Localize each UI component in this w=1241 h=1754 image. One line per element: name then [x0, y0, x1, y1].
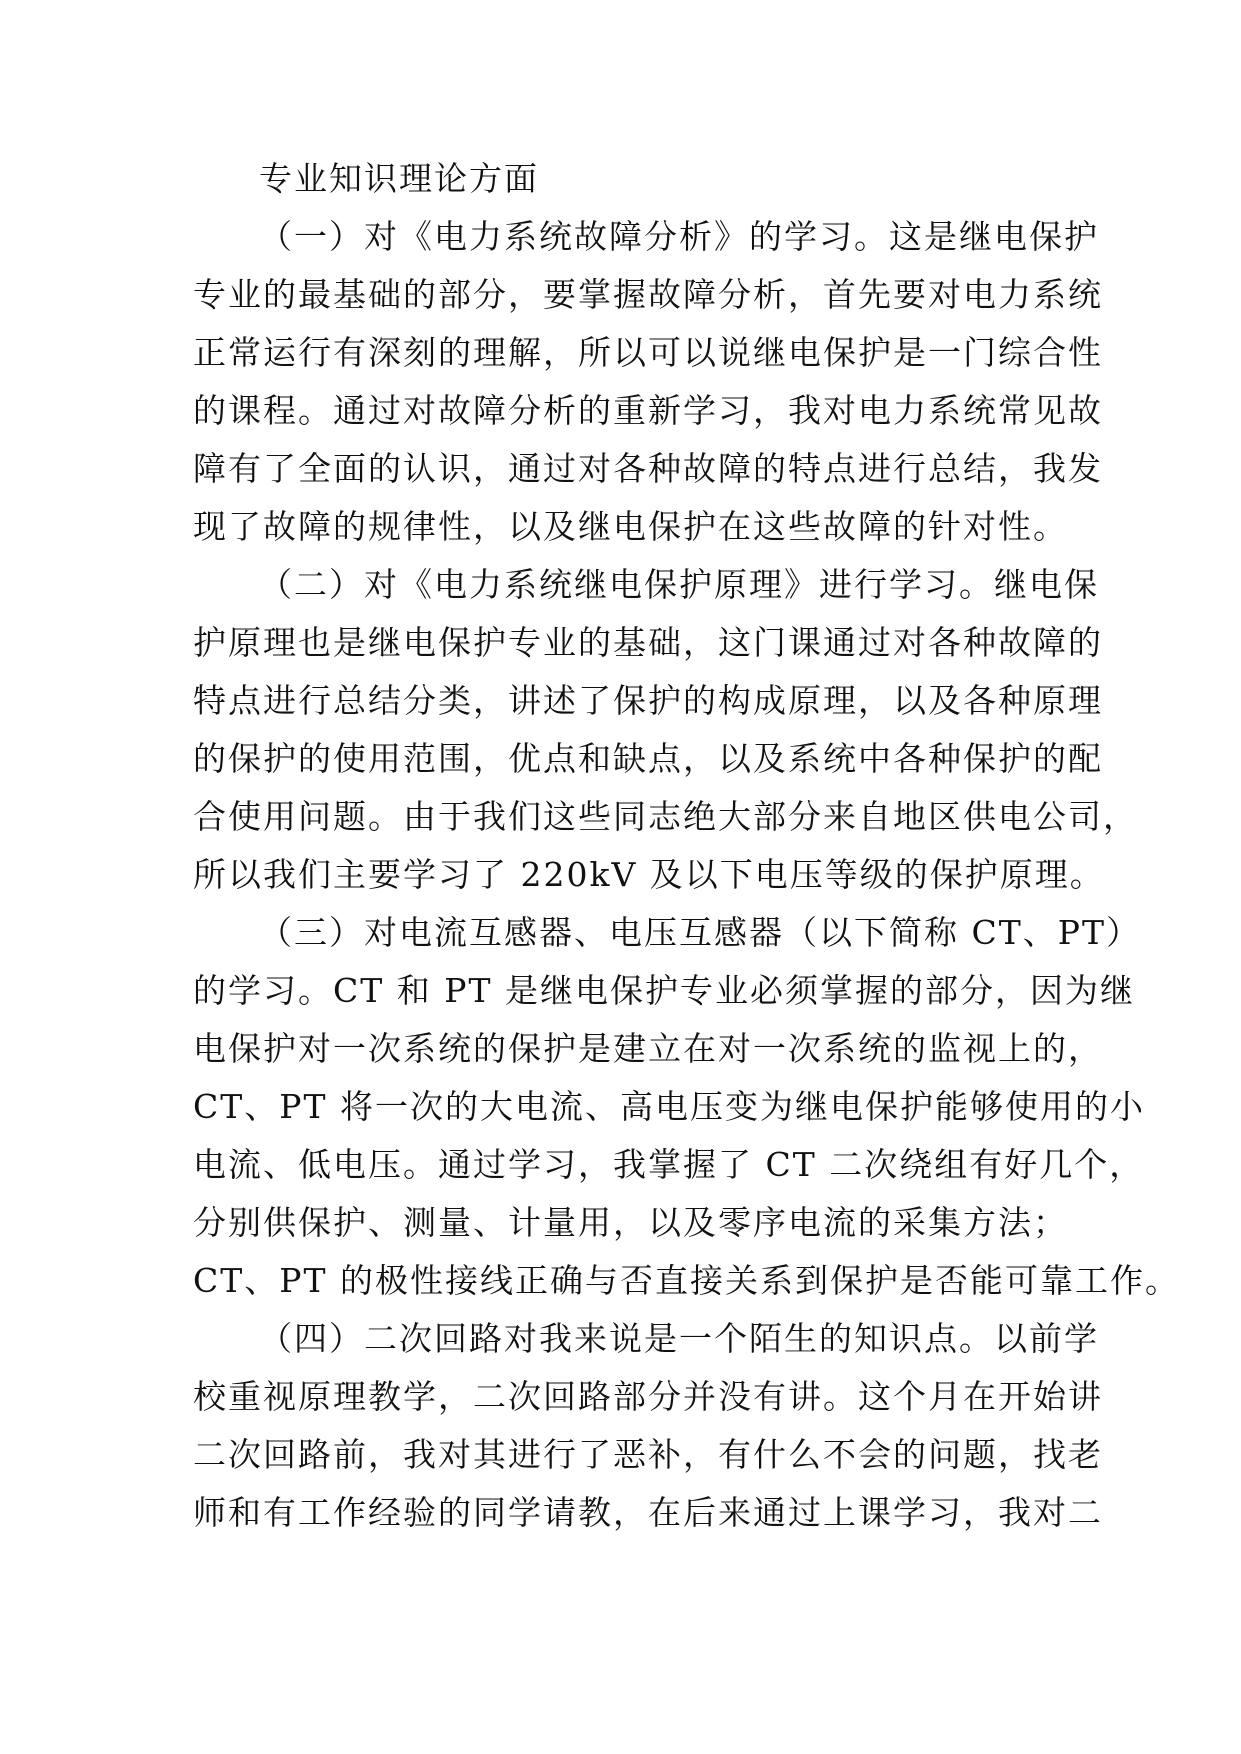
- paragraph-line: 师和有工作经验的同学请教，在后来通过上课学习，我对二: [193, 1493, 1103, 1532]
- paragraph-1: [193, 208, 1103, 556]
- paragraph-4: [193, 1310, 1103, 1542]
- paragraph-line: 障有了全面的认识，通过对各种故障的特点进行总结，我发: [193, 449, 1103, 488]
- paragraph-line: 特点进行总结分类，讲述了保护的构成原理，以及各种原理: [193, 681, 1103, 720]
- paragraph-line: 的学习。CT 和 PT 是继电保护专业必须掌握的部分，因为继: [193, 971, 1135, 1010]
- paragraph-line: 所以我们主要学习了 220kV 及以下电压等级的保护原理。: [193, 855, 1105, 894]
- paragraph-line: 二次回路前，我对其进行了恶补，有什么不会的问题，找老: [193, 1435, 1103, 1474]
- paragraph-line: 护原理也是继电保护专业的基础，这门课通过对各种故障的: [193, 623, 1103, 662]
- paragraph-3: [193, 904, 1180, 1310]
- section-heading: 专业知识理论方面: [259, 159, 539, 198]
- paragraph-line: 电保护对一次系统的保护是建立在对一次系统的监视上的，: [193, 1029, 1103, 1068]
- paragraph-line: （三）对电流互感器、电压互感器（以下简称 CT、PT）: [259, 913, 1141, 952]
- paragraph-line: （一）对《电力系统故障分析》的学习。这是继电保护: [259, 217, 1099, 256]
- paragraph-line: 专业的最基础的部分，要掌握故障分析，首先要对电力系统: [193, 275, 1103, 314]
- paragraph-line: 的保护的使用范围，优点和缺点，以及系统中各种保护的配: [193, 739, 1103, 778]
- paragraph-line: CT、PT 将一次的大电流、高电压变为继电保护能够使用的小: [193, 1087, 1145, 1126]
- paragraph-line: CT、PT 的极性接线正确与否直接关系到保护是否能可靠工作。: [193, 1261, 1180, 1300]
- paragraph-line: 合使用问题。由于我们这些同志绝大部分来自地区供电公司，: [193, 797, 1138, 836]
- paragraph-line: 分别供保护、测量、计量用，以及零序电流的采集方法；: [193, 1203, 1068, 1242]
- paragraph-line: 电流、低电压。通过学习，我掌握了 CT 二次绕组有好几个，: [193, 1145, 1145, 1184]
- paragraph-2: [193, 556, 1138, 904]
- paragraph-line: 的课程。通过对故障分析的重新学习，我对电力系统常见故: [193, 391, 1103, 430]
- document-body: [193, 150, 1180, 1542]
- paragraph-line: 正常运行有深刻的理解，所以可以说继电保护是一门综合性: [193, 333, 1103, 372]
- paragraph-line: 现了故障的规律性，以及继电保护在这些故障的针对性。: [193, 507, 1068, 546]
- paragraph-line: （二）对《电力系统继电保护原理》进行学习。继电保: [259, 565, 1099, 604]
- paragraph-line: 校重视原理教学，二次回路部分并没有讲。这个月在开始讲: [193, 1377, 1103, 1416]
- paragraph-line: （四）二次回路对我来说是一个陌生的知识点。以前学: [259, 1319, 1099, 1358]
